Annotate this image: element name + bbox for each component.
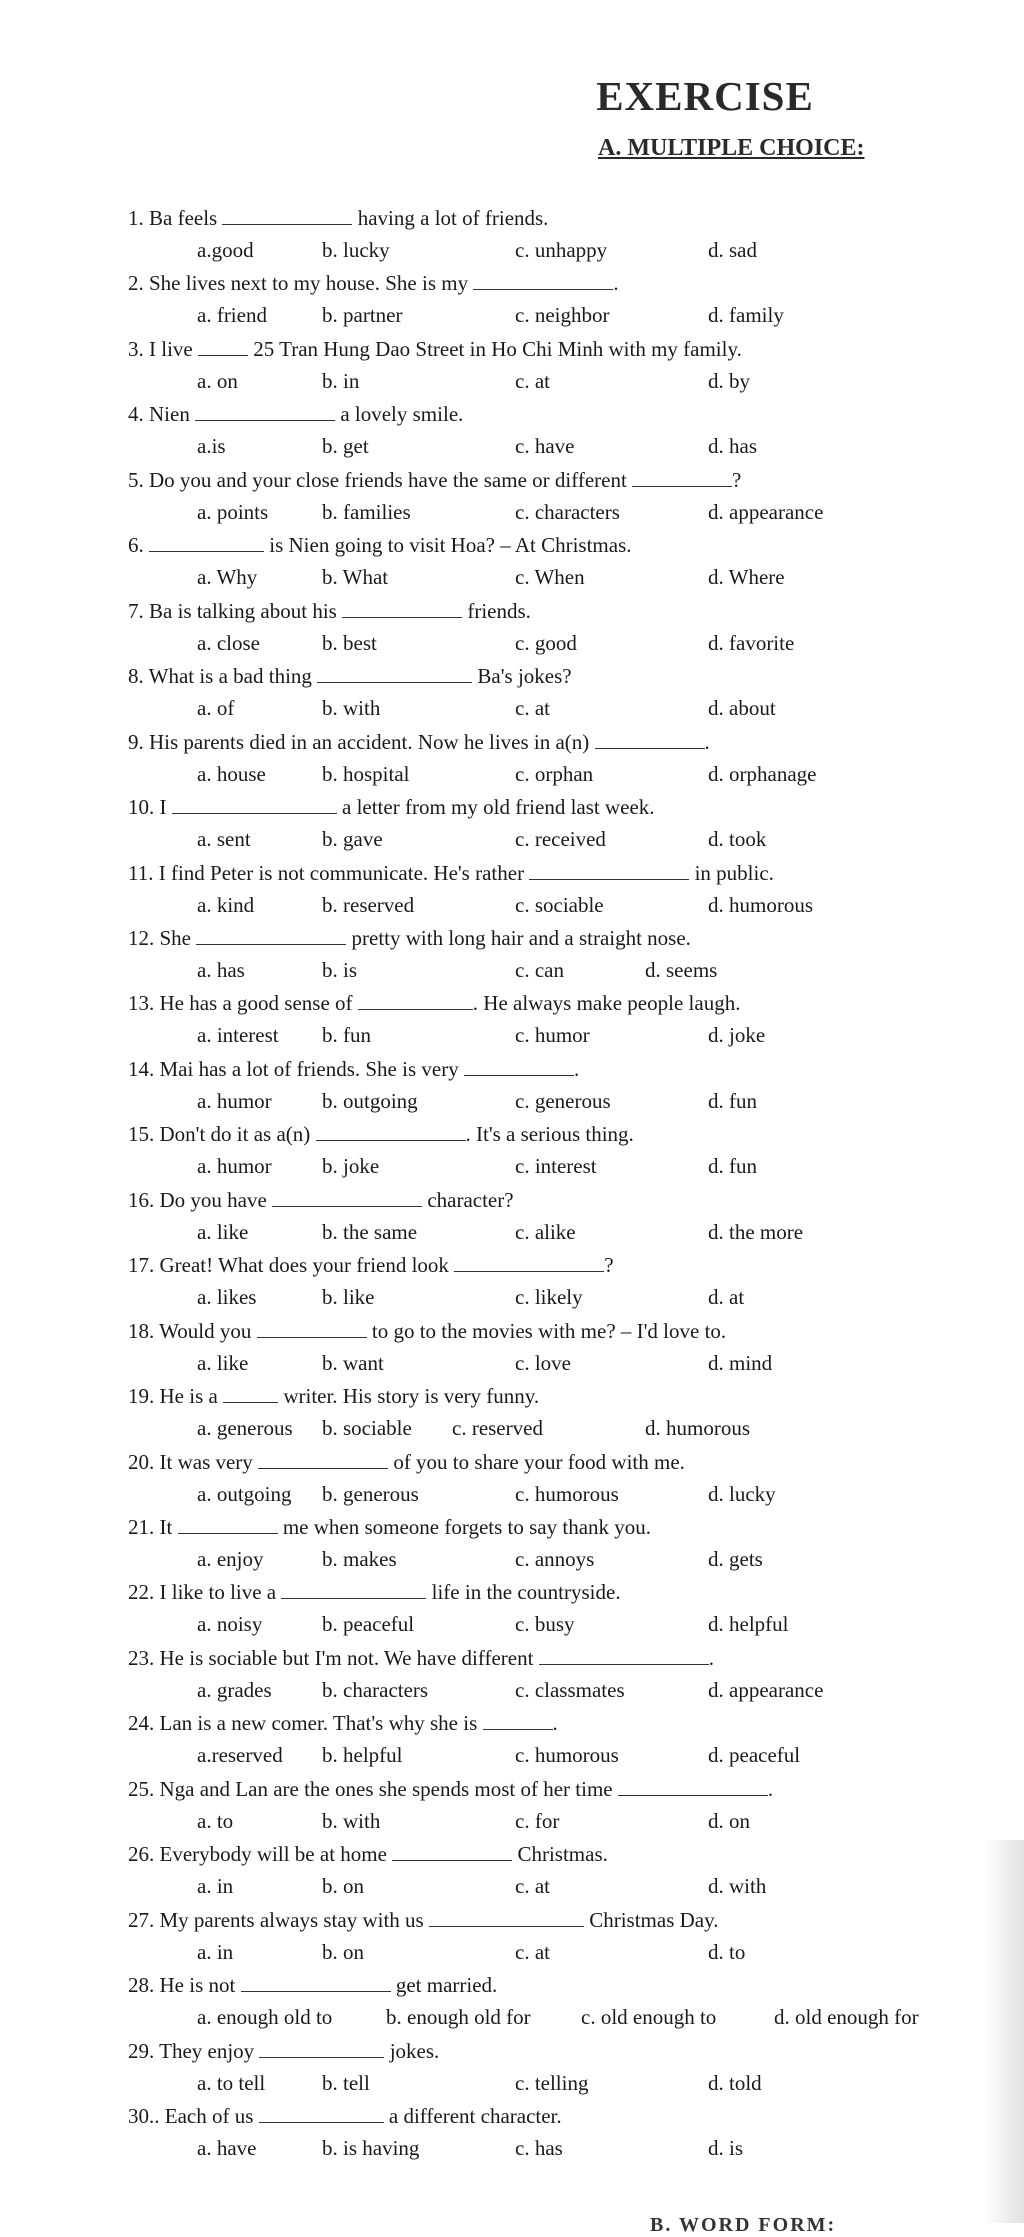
option-c[interactable]: c. interest xyxy=(515,1154,597,1179)
answer-blank[interactable] xyxy=(259,2039,384,2058)
option-c[interactable]: c. at xyxy=(515,1939,550,1964)
answer-blank[interactable] xyxy=(342,599,462,618)
option-b[interactable]: b. joke xyxy=(322,1154,380,1179)
answer-blank[interactable] xyxy=(392,1842,512,1861)
option-a[interactable]: a. house xyxy=(197,761,266,786)
option-b[interactable]: b. partner xyxy=(322,303,403,328)
section-heading: A. MULTIPLE CHOICE: xyxy=(598,135,865,161)
option-a[interactable]: a. enjoy xyxy=(197,1547,264,1571)
stem-text-before: 3. I live xyxy=(128,336,198,361)
question-1 xyxy=(0,205,1024,269)
option-b[interactable]: b. reserved xyxy=(322,892,415,917)
option-a[interactable]: a. sent xyxy=(197,827,251,852)
stem-text-before: 25. Nga and Lan are the ones she spends most of her time xyxy=(128,1776,618,1801)
answer-blank[interactable] xyxy=(172,795,337,814)
option-b[interactable]: b. is xyxy=(322,957,358,982)
option-b[interactable]: b. is having xyxy=(322,2136,420,2161)
question-9 xyxy=(0,729,1024,793)
question-3 xyxy=(0,336,1024,400)
stem-text-after: . It's a serious thing. xyxy=(465,1122,634,1147)
answer-blank[interactable] xyxy=(529,861,689,880)
answer-blank[interactable] xyxy=(358,991,473,1010)
next-section-heading-cropped: B. WORD FORM: xyxy=(650,2214,837,2236)
stem-text-before: 16. Do you have xyxy=(128,1187,273,1212)
option-c[interactable]: c. have xyxy=(515,434,575,459)
answer-blank[interactable] xyxy=(618,1777,768,1796)
question-8 xyxy=(0,663,1024,727)
option-a[interactable]: a. grades xyxy=(197,1677,272,1702)
option-b[interactable]: b. gave xyxy=(322,827,383,852)
option-c[interactable]: c. good xyxy=(515,630,577,655)
stem-text-after: Ba's jokes? xyxy=(472,664,572,689)
question-12 xyxy=(0,925,1024,989)
question-stem xyxy=(128,598,531,624)
option-c[interactable]: c. can xyxy=(515,957,564,982)
option-d[interactable]: d. sad xyxy=(708,238,757,262)
question-stem xyxy=(128,1056,579,1082)
question-23 xyxy=(0,1645,1024,1709)
stem-text-before: 9. His parents died in an accident. Now he lives in a(n) xyxy=(128,729,595,754)
option-c[interactable]: c. at xyxy=(515,368,550,393)
answer-blank[interactable] xyxy=(595,730,705,749)
page-edge-shadow xyxy=(984,1840,1024,2223)
option-a[interactable]: a. to tell xyxy=(197,2070,266,2095)
question-11 xyxy=(0,860,1024,924)
option-a[interactable]: a. Why xyxy=(197,565,258,590)
option-a[interactable]: a. points xyxy=(197,499,269,524)
question-6 xyxy=(0,532,1024,596)
stem-text-before: 29. They enjoy xyxy=(128,2038,260,2063)
answer-blank[interactable] xyxy=(149,533,264,552)
question-stem xyxy=(128,1449,685,1475)
question-stem xyxy=(128,2038,439,2064)
question-10 xyxy=(0,794,1024,858)
option-d[interactable]: d. took xyxy=(708,827,767,852)
option-a[interactable]: a.reserved xyxy=(197,1743,283,1768)
question-stem xyxy=(128,1318,726,1344)
question-20 xyxy=(0,1449,1024,1513)
question-stem xyxy=(128,1907,719,1933)
stem-text-after: a different character. xyxy=(383,2104,562,2129)
question-stem xyxy=(128,663,572,689)
option-c[interactable]: c. at xyxy=(515,1874,550,1899)
stem-text-before: 15. Don't do it as a(n) xyxy=(128,1122,316,1147)
option-d[interactable]: d. with xyxy=(708,1874,767,1899)
answer-blank[interactable] xyxy=(259,2104,384,2123)
option-b[interactable]: b. characters xyxy=(322,1677,429,1702)
answer-blank[interactable] xyxy=(317,664,472,683)
option-d[interactable]: d. seems xyxy=(645,957,718,982)
option-c[interactable]: c. has xyxy=(515,2136,563,2161)
stem-text-after: . xyxy=(704,729,710,754)
option-d[interactable]: d. family xyxy=(708,303,784,328)
option-a[interactable]: a. generous xyxy=(197,1416,293,1441)
stem-text-after: a letter from my old friend last week. xyxy=(336,795,655,820)
stem-text-after: writer. His story is very funny. xyxy=(278,1384,540,1409)
stem-text-before: 11. I find Peter is not communicate. He's rather xyxy=(128,860,530,885)
option-d[interactable]: d. fun xyxy=(708,1154,757,1179)
answer-blank[interactable] xyxy=(195,402,335,421)
option-c[interactable]: c. sociable xyxy=(515,892,604,917)
option-d[interactable]: d. favorite xyxy=(708,630,795,655)
stem-text-after: is Nien going to visit Hoa? – At Christmas. xyxy=(264,533,632,558)
option-b[interactable]: b. makes xyxy=(322,1547,397,1571)
option-d[interactable]: d. by xyxy=(708,368,750,393)
option-b[interactable]: b. on xyxy=(322,1874,364,1899)
question-stem xyxy=(128,1514,651,1540)
option-b[interactable]: b. like xyxy=(322,1285,375,1310)
stem-text-before: 4. Nien xyxy=(128,402,196,427)
question-14 xyxy=(0,1056,1024,1120)
stem-text-before: 27. My parents always stay with us xyxy=(128,1907,429,1932)
option-a[interactable]: a. on xyxy=(197,368,238,393)
option-d[interactable]: d. has xyxy=(708,434,757,459)
option-c[interactable]: c. busy xyxy=(515,1612,575,1637)
option-c[interactable]: c. alike xyxy=(515,1219,576,1244)
question-stem xyxy=(128,467,741,493)
stem-text-after: pretty with long hair and a straight nose. xyxy=(346,925,691,950)
option-a[interactable]: a. likes xyxy=(197,1285,257,1310)
option-b[interactable]: b. get xyxy=(322,434,369,459)
stem-text-before: 21. It xyxy=(128,1515,178,1539)
stem-text-before: 8. What is a bad thing xyxy=(128,664,318,689)
stem-text-before: 5. Do you and your close friends have the same or different xyxy=(128,467,633,492)
option-a[interactable]: a. like xyxy=(197,1219,249,1244)
option-c[interactable]: c. telling xyxy=(515,2070,589,2095)
answer-blank[interactable] xyxy=(198,337,248,356)
answer-blank[interactable] xyxy=(281,1580,426,1599)
option-c[interactable]: c. at xyxy=(515,696,550,721)
question-19 xyxy=(0,1383,1024,1447)
option-d[interactable]: d. peaceful xyxy=(708,1743,801,1768)
question-stem xyxy=(128,2103,562,2129)
option-d[interactable]: d. old enough for xyxy=(774,2005,919,2030)
answer-blank[interactable] xyxy=(223,1384,278,1403)
stem-text-after: me when someone forgets to say thank you. xyxy=(277,1515,652,1539)
option-c[interactable]: c. for xyxy=(515,1808,560,1833)
question-30 xyxy=(0,2103,1024,2167)
stem-text-after: . xyxy=(767,1776,774,1801)
answer-blank[interactable] xyxy=(454,1253,604,1272)
option-d[interactable]: d. told xyxy=(708,2070,762,2095)
answer-blank[interactable] xyxy=(429,1908,584,1927)
option-b[interactable]: b. the same xyxy=(322,1219,418,1244)
question-16 xyxy=(0,1187,1024,1251)
question-29 xyxy=(0,2038,1024,2102)
question-stem xyxy=(128,1645,714,1671)
option-b[interactable]: b. helpful xyxy=(322,1743,403,1768)
option-a[interactable]: a. close xyxy=(197,630,260,655)
question-stem xyxy=(128,1121,634,1147)
option-d[interactable]: d. appearance xyxy=(708,1677,824,1702)
option-d[interactable]: d. gets xyxy=(708,1547,763,1571)
question-stem xyxy=(128,1710,558,1736)
option-c[interactable]: c. characters xyxy=(515,499,620,524)
option-b[interactable]: b. with xyxy=(322,696,381,721)
question-stem xyxy=(128,990,740,1016)
answer-blank[interactable] xyxy=(464,1057,574,1076)
option-b[interactable]: b. enough old for xyxy=(386,2005,531,2030)
question-24 xyxy=(0,1710,1024,1774)
question-stem xyxy=(128,532,632,558)
question-4 xyxy=(0,401,1024,465)
option-d[interactable]: d. orphanage xyxy=(708,761,817,786)
question-2 xyxy=(0,270,1024,334)
option-a[interactable]: a. friend xyxy=(197,303,267,328)
stem-text-after: . xyxy=(552,1711,558,1736)
option-c[interactable]: c. unhappy xyxy=(515,238,608,262)
question-15 xyxy=(0,1121,1024,1185)
question-stem xyxy=(128,729,710,755)
option-c[interactable]: c. likely xyxy=(515,1285,583,1310)
question-stem xyxy=(128,860,774,886)
option-a[interactable]: a. to xyxy=(197,1808,234,1833)
option-c[interactable]: c. humorous xyxy=(515,1743,619,1768)
option-d[interactable]: d. appearance xyxy=(708,499,824,524)
question-17 xyxy=(0,1252,1024,1316)
stem-text-after: having a lot of friends. xyxy=(352,206,549,230)
stem-text-before: 10. I xyxy=(128,795,172,820)
option-b[interactable]: b. tell xyxy=(322,2070,370,2095)
stem-text-before: 22. I like to live a xyxy=(128,1580,282,1605)
option-b[interactable]: b. What xyxy=(322,565,389,590)
stem-text-after: character? xyxy=(422,1187,514,1212)
stem-text-after: life in the countryside. xyxy=(426,1580,621,1605)
stem-text-after: in public. xyxy=(689,860,774,885)
option-d[interactable]: d. at xyxy=(708,1285,745,1310)
answer-blank[interactable] xyxy=(241,1973,391,1992)
option-b[interactable]: b. in xyxy=(322,368,360,393)
option-c[interactable]: c. old enough to xyxy=(581,2005,717,2030)
answer-blank[interactable] xyxy=(178,1515,278,1534)
option-d[interactable]: d. humorous xyxy=(708,892,813,917)
question-stem xyxy=(128,794,655,820)
stem-text-after: Christmas Day. xyxy=(583,1907,719,1932)
question-stem xyxy=(128,336,742,362)
stem-text-after: to go to the movies with me? – I'd love to. xyxy=(366,1318,727,1343)
stem-text-after: . He always make people laugh. xyxy=(472,991,741,1016)
question-25 xyxy=(0,1776,1024,1840)
option-d[interactable]: d. the more xyxy=(708,1219,804,1244)
option-b[interactable]: b. lucky xyxy=(322,238,390,262)
option-b[interactable]: b. with xyxy=(322,1808,381,1833)
question-stem xyxy=(128,1187,514,1213)
stem-text-after: friends. xyxy=(462,598,531,623)
answer-blank[interactable] xyxy=(258,1450,388,1469)
option-a[interactable]: a. in xyxy=(197,1939,234,1964)
stem-text-before: 17. Great! What does your friend look xyxy=(128,1253,455,1278)
question-13 xyxy=(0,990,1024,1054)
stem-text-before: 23. He is sociable but I'm not. We have different xyxy=(128,1645,539,1670)
answer-blank[interactable] xyxy=(196,926,346,945)
stem-text-after: a lovely smile. xyxy=(335,402,464,427)
question-stem xyxy=(128,1776,773,1802)
question-27 xyxy=(0,1907,1024,1971)
stem-text-before: 12. She xyxy=(128,925,197,950)
answer-blank[interactable] xyxy=(272,1188,422,1207)
option-c[interactable]: c. neighbor xyxy=(515,303,610,328)
option-d[interactable]: d. joke xyxy=(708,1023,766,1048)
stem-text-before: 2. She lives next to my house. She is my xyxy=(128,271,474,296)
option-a[interactable]: a. has xyxy=(197,957,245,982)
question-7 xyxy=(0,598,1024,662)
stem-text-before: 7. Ba is talking about his xyxy=(128,598,343,623)
option-b[interactable]: b. generous xyxy=(322,1481,419,1506)
option-a[interactable]: a.good xyxy=(197,238,254,262)
answer-blank[interactable] xyxy=(222,206,352,225)
stem-text-before: 28. He is not xyxy=(128,1973,241,1998)
stem-text-before: 20. It was very xyxy=(128,1449,259,1474)
stem-text-after: . xyxy=(708,1645,714,1670)
stem-text-after: 25 Tran Hung Dao Street in Ho Chi Minh with my family. xyxy=(247,336,742,361)
page-title: EXERCISE xyxy=(596,73,814,119)
option-c[interactable]: c. love xyxy=(515,1350,571,1375)
stem-text-before: 6. xyxy=(128,533,149,558)
option-c[interactable]: c. generous xyxy=(515,1088,611,1113)
question-stem xyxy=(128,1579,621,1605)
question-stem xyxy=(128,205,548,231)
question-5 xyxy=(0,467,1024,531)
option-d[interactable]: d. on xyxy=(708,1808,750,1833)
option-a[interactable]: a. noisy xyxy=(197,1612,263,1637)
option-a[interactable]: a. of xyxy=(197,696,235,721)
question-stem xyxy=(128,1252,614,1278)
question-22 xyxy=(0,1579,1024,1643)
question-18 xyxy=(0,1318,1024,1382)
option-b[interactable]: b. sociable xyxy=(322,1416,412,1441)
question-stem xyxy=(128,1972,497,1998)
question-stem xyxy=(128,1841,608,1867)
option-a[interactable]: a.is xyxy=(197,434,226,459)
option-c[interactable]: c. When xyxy=(515,565,585,590)
question-26 xyxy=(0,1841,1024,1905)
option-c[interactable]: c. received xyxy=(515,827,606,852)
option-d[interactable]: d. lucky xyxy=(708,1481,776,1506)
stem-text-before: 14. Mai has a lot of friends. She is very xyxy=(128,1056,464,1081)
question-21 xyxy=(0,1514,1024,1578)
option-d[interactable]: d. humorous xyxy=(645,1416,750,1441)
stem-text-after: jokes. xyxy=(384,2038,440,2063)
answer-blank[interactable] xyxy=(473,271,613,290)
option-b[interactable]: b. on xyxy=(322,1939,364,1964)
stem-text-before: 26. Everybody will be at home xyxy=(128,1842,393,1867)
option-a[interactable]: a. have xyxy=(197,2136,257,2161)
answer-blank[interactable] xyxy=(257,1319,367,1338)
option-a[interactable]: a. interest xyxy=(197,1023,279,1048)
stem-text-after: get married. xyxy=(390,1973,498,1998)
option-d[interactable]: d. fun xyxy=(708,1088,757,1113)
stem-text-before: 18. Would you xyxy=(128,1318,257,1343)
option-b[interactable]: b. hospital xyxy=(322,761,410,786)
answer-blank[interactable] xyxy=(539,1646,709,1665)
answer-blank[interactable] xyxy=(632,468,732,487)
option-b[interactable]: b. fun xyxy=(322,1023,371,1048)
stem-text-after: ? xyxy=(732,467,742,492)
option-a[interactable]: a. in xyxy=(197,1874,234,1899)
option-a[interactable]: a. kind xyxy=(197,892,255,917)
question-stem xyxy=(128,401,463,427)
stem-text-before: 24. Lan is a new comer. That's why she is xyxy=(128,1711,483,1736)
option-c[interactable]: c. reserved xyxy=(452,1416,543,1441)
question-stem xyxy=(128,1383,539,1409)
option-b[interactable]: b. want xyxy=(322,1350,384,1375)
option-b[interactable]: b. peaceful xyxy=(322,1612,415,1637)
option-c[interactable]: c. humorous xyxy=(515,1481,619,1506)
question-stem xyxy=(128,270,619,296)
stem-text-after: . xyxy=(573,1056,580,1081)
option-c[interactable]: c. humor xyxy=(515,1023,590,1048)
option-c[interactable]: c. annoys xyxy=(515,1547,595,1571)
stem-text-after: . xyxy=(613,271,619,296)
option-a[interactable]: a. humor xyxy=(197,1088,272,1113)
option-d[interactable]: d. to xyxy=(708,1939,746,1964)
option-d[interactable]: d. helpful xyxy=(708,1612,789,1637)
option-c[interactable]: c. orphan xyxy=(515,761,594,786)
stem-text-after: ? xyxy=(604,1253,614,1278)
option-a[interactable]: a. enough old to xyxy=(197,2005,333,2030)
stem-text-before: 13. He has a good sense of xyxy=(128,991,358,1016)
option-d[interactable]: d. Where xyxy=(708,565,785,590)
stem-text-after: Christmas. xyxy=(512,1842,608,1867)
option-b[interactable]: b. outgoing xyxy=(322,1088,418,1113)
stem-text-after: of you to share your food with me. xyxy=(388,1449,685,1474)
option-d[interactable]: d. is xyxy=(708,2136,744,2161)
option-c[interactable]: c. classmates xyxy=(515,1677,625,1702)
question-28 xyxy=(0,1972,1024,2036)
stem-text-before: 19. He is a xyxy=(128,1384,224,1409)
option-a[interactable]: a. outgoing xyxy=(197,1481,292,1506)
stem-text-before: 1. Ba feels xyxy=(128,206,223,230)
option-b[interactable]: b. best xyxy=(322,630,377,655)
answer-blank[interactable] xyxy=(483,1711,553,1730)
question-stem xyxy=(128,925,691,951)
option-a[interactable]: a. like xyxy=(197,1350,249,1375)
option-d[interactable]: d. about xyxy=(708,696,776,721)
stem-text-before: 30.. Each of us xyxy=(128,2104,259,2129)
option-a[interactable]: a. humor xyxy=(197,1154,272,1179)
option-d[interactable]: d. mind xyxy=(708,1350,773,1375)
answer-blank[interactable] xyxy=(316,1122,466,1141)
option-b[interactable]: b. families xyxy=(322,499,411,524)
